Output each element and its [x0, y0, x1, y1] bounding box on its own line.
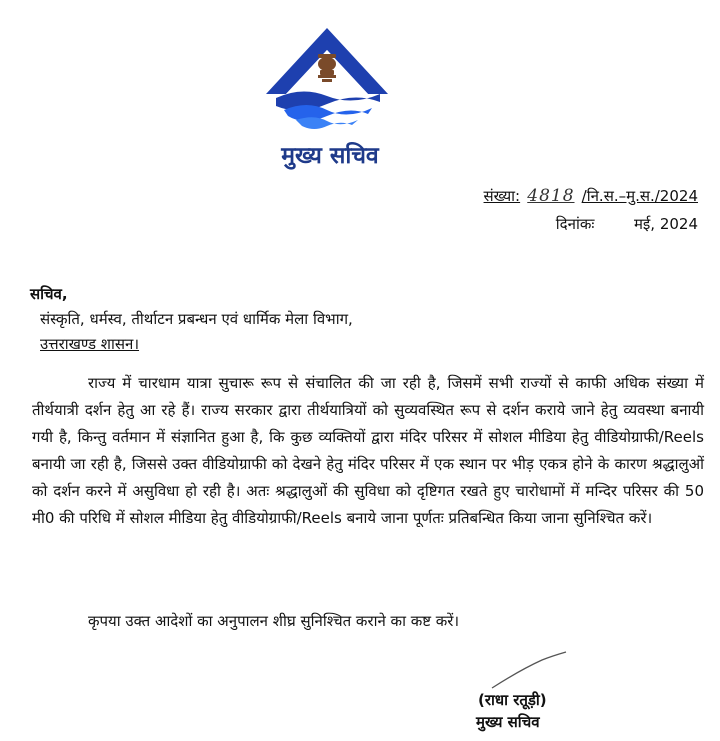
signatory-name: (राधा रतूड़ी)	[478, 691, 547, 709]
reference-number	[484, 186, 698, 206]
addressee-department: संस्कृति, धर्मस्व, तीर्थाटन प्रबन्धन एवं धार्मिक मेला विभाग,	[40, 310, 353, 328]
date-line	[556, 214, 698, 234]
addressee-designation: सचिव,	[30, 285, 68, 303]
addressee-block	[30, 282, 353, 357]
date-value: मई, 2024	[633, 215, 698, 233]
reference-label: संख्या:	[483, 187, 521, 205]
date-label: दिनांकः	[555, 215, 595, 233]
body-paragraph-1: राज्य में चारधाम यात्रा सुचारू रूप से संचालित की जा रही है, जिसमें सभी राज्यों से काफी अधिक संख्या में तीर्थयात्री दर्शन हेतु आ रहे हैं। राज्य सरकार द्वारा तीर्थयात्रियों को सुव्यवस्थित रूप से दर्शन कराये जाने हेतु व्यवस्था बनायी गयी है, किन्तु वर्तमान में संज्ञानित हुआ है, कि कुछ व्यक्तियों द्वारा मंदिर परिसर में सोशल मीडिया हेतु वीडियोग्राफी/Reels बनायी जा रही है, जिससे उक्त वीडियोग्राफी को देखने हेतु मंदिर परिसर में एक स्थान पर भीड़ एकत्र होने के कारण श्रद्धालुओं को दर्शन करने में असुविधा हो रही है। अतः श्रद्धालुओं की सुविधा को दृष्टिगत रखते हुए चारोधामों में मन्दिर परिसर की 50 मी0 की परिधि में सोशल मीडिया हेतु वीडियोग्राफी/Reels बनाये जाना पूर्णतः प्रतिबन्धित किया जाना सुनिश्चित करें।	[32, 374, 704, 527]
body-paragraph-2: कृपया उक्त आदेशों का अनुपालन शीघ्र सुनिश्चित कराने का कष्ट करें।	[88, 612, 460, 630]
signatory-title: मुख्य सचिव	[476, 713, 540, 731]
reference-suffix: /नि.स.–मु.स./2024	[581, 187, 698, 205]
office-title: मुख्य सचिव	[281, 143, 379, 169]
addressee-government: उत्तराखण्ड शासन।	[40, 335, 140, 353]
reference-handwritten-number: 4818	[527, 186, 575, 206]
uttarakhand-emblem-logo	[262, 24, 392, 136]
signature-stroke	[490, 650, 570, 690]
